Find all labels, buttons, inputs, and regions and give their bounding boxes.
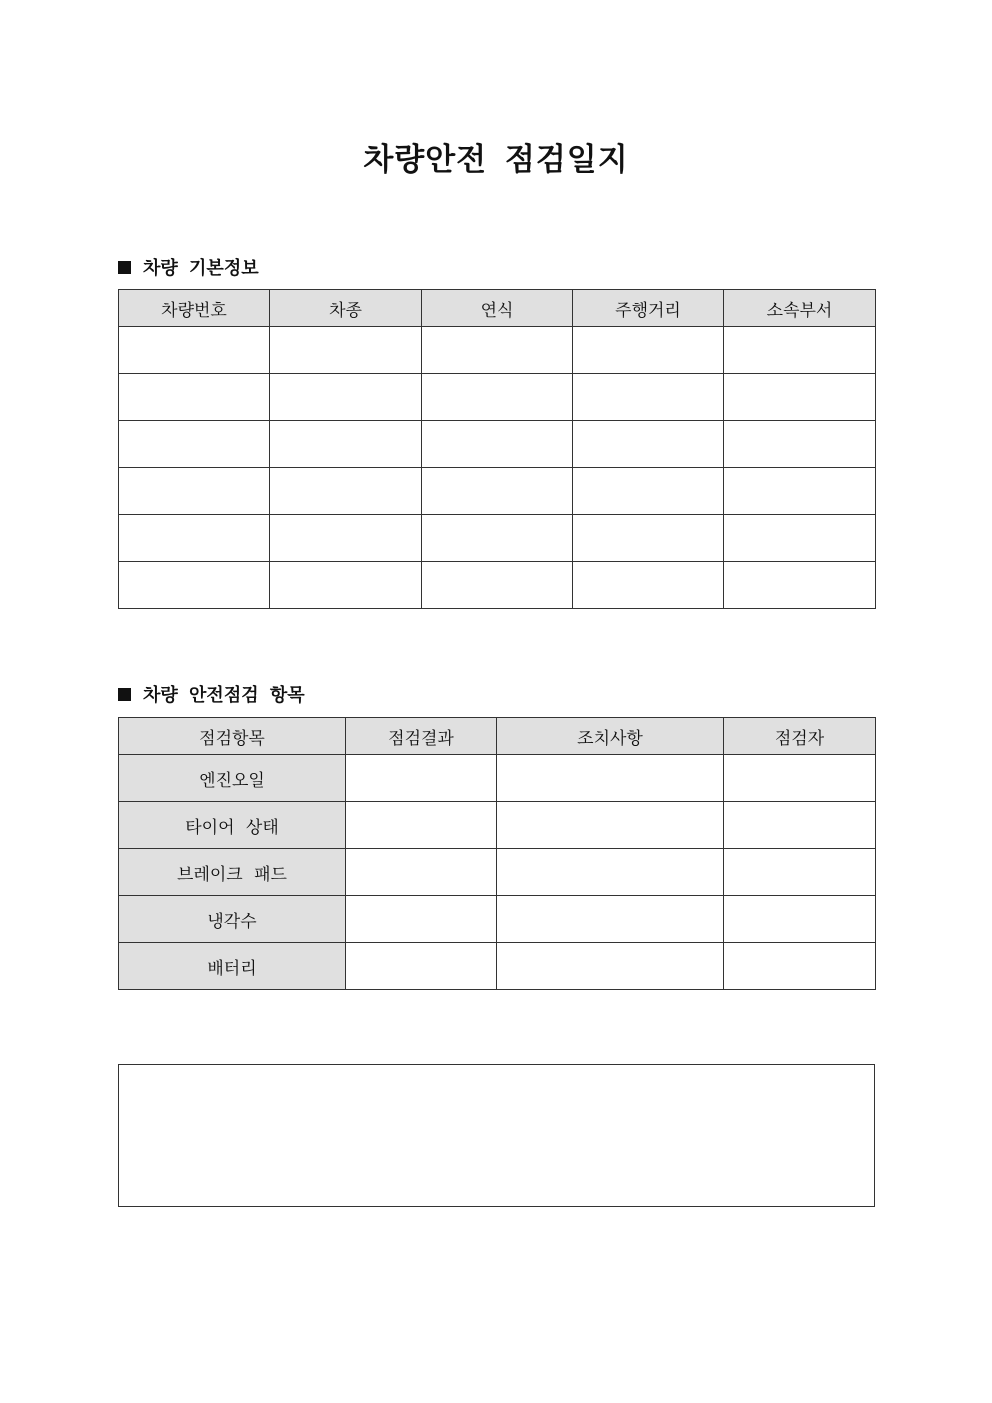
table-row bbox=[119, 562, 876, 609]
vehicle-number-cell[interactable] bbox=[119, 468, 270, 515]
result-cell[interactable] bbox=[346, 896, 497, 943]
action-cell[interactable] bbox=[497, 755, 724, 802]
action-cell[interactable] bbox=[497, 802, 724, 849]
table-row bbox=[119, 943, 876, 990]
column-header-action: 조치사항 bbox=[497, 718, 724, 755]
column-header-result: 점검결과 bbox=[346, 718, 497, 755]
inspection-item-label: 엔진오일 bbox=[119, 755, 346, 802]
column-header-mileage: 주행거리 bbox=[573, 290, 724, 327]
inspection-item-label: 냉각수 bbox=[119, 896, 346, 943]
action-cell[interactable] bbox=[497, 849, 724, 896]
section-heading-inspection bbox=[118, 681, 305, 707]
mileage-cell[interactable] bbox=[573, 468, 724, 515]
section-heading-label: 차량 기본정보 bbox=[143, 258, 259, 279]
table-row bbox=[119, 374, 876, 421]
vehicle-type-cell[interactable] bbox=[270, 421, 422, 468]
mileage-cell[interactable] bbox=[573, 327, 724, 374]
column-header-model-year: 연식 bbox=[422, 290, 573, 327]
model-year-cell[interactable] bbox=[422, 421, 573, 468]
vehicle-number-cell[interactable] bbox=[119, 421, 270, 468]
model-year-cell[interactable] bbox=[422, 468, 573, 515]
vehicle-basic-info-table bbox=[118, 289, 876, 609]
model-year-cell[interactable] bbox=[422, 327, 573, 374]
safety-inspection-table bbox=[118, 717, 876, 990]
department-cell[interactable] bbox=[724, 562, 876, 609]
department-cell[interactable] bbox=[724, 374, 876, 421]
mileage-cell[interactable] bbox=[573, 562, 724, 609]
column-header-department: 소속부서 bbox=[724, 290, 876, 327]
vehicle-number-cell[interactable] bbox=[119, 327, 270, 374]
vehicle-type-cell[interactable] bbox=[270, 562, 422, 609]
result-cell[interactable] bbox=[346, 802, 497, 849]
result-cell[interactable] bbox=[346, 755, 497, 802]
mileage-cell[interactable] bbox=[573, 421, 724, 468]
table-row bbox=[119, 327, 876, 374]
vehicle-type-cell[interactable] bbox=[270, 515, 422, 562]
page-title: 차량안전 점검일지 bbox=[363, 142, 629, 178]
mileage-cell[interactable] bbox=[573, 374, 724, 421]
model-year-cell[interactable] bbox=[422, 515, 573, 562]
inspection-item-label: 배터리 bbox=[119, 943, 346, 990]
table-row bbox=[119, 849, 876, 896]
table-row bbox=[119, 896, 876, 943]
section-heading-label: 차량 안전점검 항목 bbox=[143, 685, 305, 706]
square-bullet-icon bbox=[118, 688, 131, 701]
notes-box[interactable] bbox=[118, 1064, 875, 1207]
mileage-cell[interactable] bbox=[573, 515, 724, 562]
table-row bbox=[119, 468, 876, 515]
inspection-item-label: 타이어 상태 bbox=[119, 802, 346, 849]
department-cell[interactable] bbox=[724, 421, 876, 468]
column-header-vehicle-type: 차종 bbox=[270, 290, 422, 327]
square-bullet-icon bbox=[118, 261, 131, 274]
inspector-cell[interactable] bbox=[724, 802, 876, 849]
table-row bbox=[119, 755, 876, 802]
table-header-row bbox=[119, 718, 876, 755]
column-header-inspector: 점검자 bbox=[724, 718, 876, 755]
section-heading-basic-info bbox=[118, 254, 259, 280]
column-header-inspection-item: 점검항목 bbox=[119, 718, 346, 755]
vehicle-type-cell[interactable] bbox=[270, 374, 422, 421]
inspector-cell[interactable] bbox=[724, 755, 876, 802]
action-cell[interactable] bbox=[497, 943, 724, 990]
department-cell[interactable] bbox=[724, 327, 876, 374]
inspector-cell[interactable] bbox=[724, 849, 876, 896]
department-cell[interactable] bbox=[724, 515, 876, 562]
vehicle-number-cell[interactable] bbox=[119, 515, 270, 562]
inspector-cell[interactable] bbox=[724, 896, 876, 943]
table-header-row bbox=[119, 290, 876, 327]
action-cell[interactable] bbox=[497, 896, 724, 943]
inspection-item-label: 브레이크 패드 bbox=[119, 849, 346, 896]
vehicle-type-cell[interactable] bbox=[270, 468, 422, 515]
model-year-cell[interactable] bbox=[422, 562, 573, 609]
column-header-vehicle-number: 차량번호 bbox=[119, 290, 270, 327]
vehicle-type-cell[interactable] bbox=[270, 327, 422, 374]
table-row bbox=[119, 802, 876, 849]
model-year-cell[interactable] bbox=[422, 374, 573, 421]
table-row bbox=[119, 515, 876, 562]
department-cell[interactable] bbox=[724, 468, 876, 515]
vehicle-number-cell[interactable] bbox=[119, 562, 270, 609]
inspector-cell[interactable] bbox=[724, 943, 876, 990]
result-cell[interactable] bbox=[346, 943, 497, 990]
result-cell[interactable] bbox=[346, 849, 497, 896]
vehicle-number-cell[interactable] bbox=[119, 374, 270, 421]
table-row bbox=[119, 421, 876, 468]
